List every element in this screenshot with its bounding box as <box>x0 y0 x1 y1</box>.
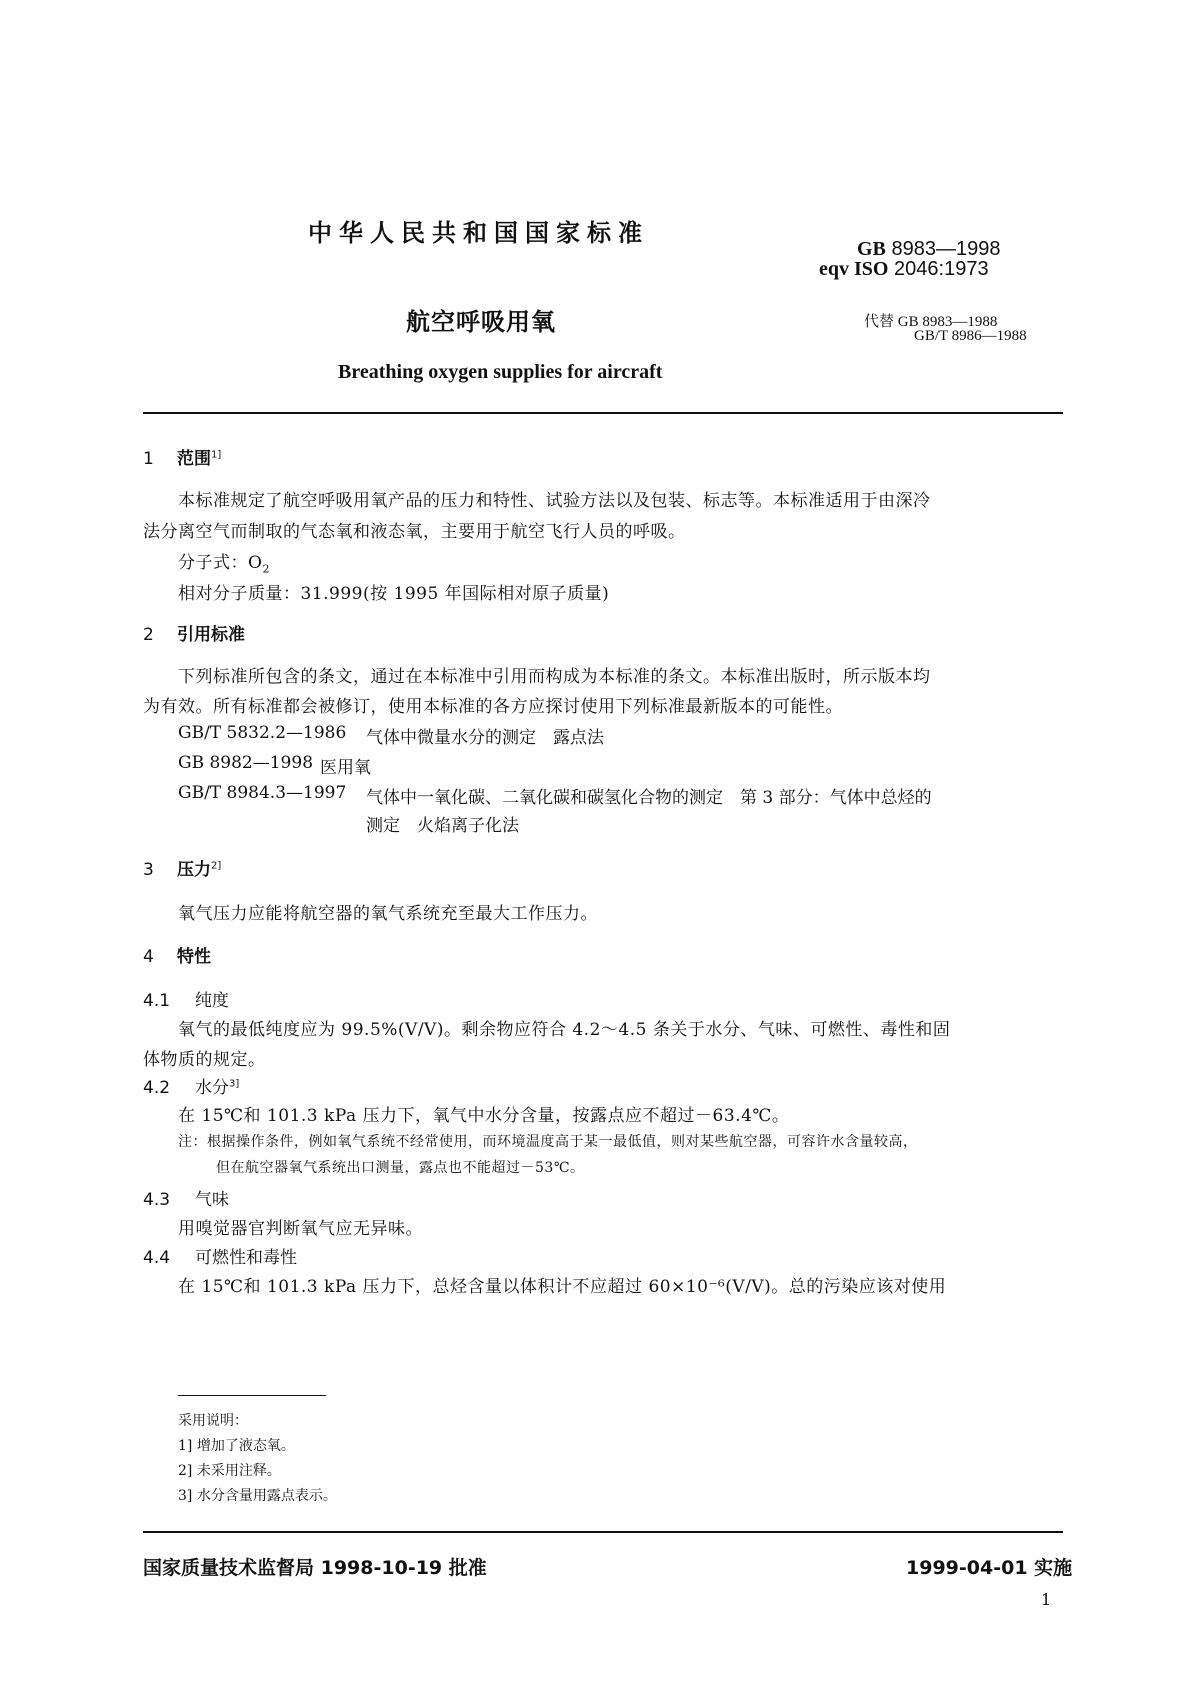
equivalent-prefix: eqv ISO <box>819 258 889 280</box>
footnote-ref: 1] <box>211 449 222 461</box>
reference-description-continued: 测定 火焰离子化法 <box>366 816 519 836</box>
standard-number-value: 8983—1998 <box>891 238 1001 260</box>
footer-divider <box>143 1531 1063 1533</box>
standard-prefix: GB <box>857 238 886 260</box>
footnote-item: 3] 水分含量用露点表示。 <box>178 1488 337 1504</box>
flammability-paragraph: 在 15℃和 101.3 kPa 压力下，总烃含量以体积计不应超过 60×10⁻⁶(V/V)。总的污染应该对使用 <box>178 1277 947 1297</box>
reference-description: 气体中微量水分的测定 露点法 <box>366 728 604 748</box>
approval-line: 国家质量技术监督局 1998-10-19 批准 <box>143 1557 487 1579</box>
subsection-number: 4.3 <box>143 1190 171 1210</box>
subsection-title: 可燃性和毒性 <box>195 1248 297 1268</box>
section-title: 特性 <box>177 947 211 967</box>
section-1-paragraph-line-1: 本标准规定了航空呼吸用氧产品的压力和特性、试验方法以及包装、标志等。本标准适用于由深冷 <box>178 491 931 511</box>
formula-label: 分子式：O <box>178 553 263 573</box>
reference-description: 医用氧 <box>320 758 371 778</box>
section-2-paragraph-line-2: 为有效。所有标准都会被修订，使用本标准的各方应探讨使用下列标准最新版本的可能性。 <box>143 697 843 717</box>
footnote-item: 1] 增加了液态氧。 <box>178 1438 295 1454</box>
footnote-heading: 采用说明： <box>178 1413 248 1429</box>
document-title: 航空呼吸用氧 <box>406 308 556 336</box>
subsection-title: 水分 <box>195 1078 229 1098</box>
section-2-heading <box>143 620 245 645</box>
replaces-line-2: GB/T 8986—1988 <box>914 328 1027 344</box>
subsection-4-4-heading <box>143 1243 297 1268</box>
section-title: 引用标准 <box>177 625 245 645</box>
moisture-paragraph: 在 15℃和 101.3 kPa 压力下，氧气中水分含量，按露点应不超过－63.4℃。 <box>178 1106 790 1126</box>
footnote-item: 2] 未采用注释。 <box>178 1463 281 1479</box>
odour-paragraph: 用嗅觉器官判断氧气应无异味。 <box>178 1219 423 1239</box>
subsection-title: 纯度 <box>195 991 229 1011</box>
section-2-paragraph-line-1: 下列标准所包含的条文，通过在本标准中引用而构成为本标准的条文。本标准出版时，所示版本均 <box>178 667 931 687</box>
section-title: 范围 <box>177 449 211 469</box>
moisture-note-line-1: 注：根据操作条件，例如氧气系统不经常使用，而环境温度高于某一最低值，则对某些航空器，可容许水含量较高， <box>178 1134 918 1150</box>
subsection-number: 4.2 <box>143 1078 171 1098</box>
subsection-4-1-heading <box>143 986 229 1011</box>
section-1-paragraph-line-2: 法分离空气而制取的气态氧和液态氧，主要用于航空飞行人员的呼吸。 <box>143 522 686 542</box>
purity-paragraph-line-1: 氧气的最低纯度应为 99.5%(V/V)。剩余物应符合 4.2～4.5 条关于水分、气味、可燃性、毒性和固 <box>178 1020 951 1040</box>
footnote-ref: 3] <box>229 1078 240 1090</box>
subsection-4-3-heading <box>143 1185 229 1210</box>
document-title-english: Breathing oxygen supplies for aircraft <box>338 361 663 383</box>
reference-description: 气体中一氧化碳、二氧化碳和碳氢化合物的测定 第 3 部分：气体中总烃的 <box>366 788 932 808</box>
molecular-mass: 相对分子质量：31.999(按 1995 年国际相对原子质量) <box>178 584 610 604</box>
equivalent-number: 2046:1973 <box>894 258 989 280</box>
reference-code: GB/T 5832.2—1986 <box>178 723 347 743</box>
replaces-line-1: 代替 GB 8983—1988 <box>864 314 998 330</box>
national-standard-title: 中华人民共和国国家标准 <box>308 219 649 247</box>
effective-date: 1999-04-01 实施 <box>906 1557 1073 1579</box>
section-4-heading <box>143 942 211 967</box>
reference-code: GB 8982—1998 <box>178 753 314 773</box>
subsection-number: 4.4 <box>143 1248 171 1268</box>
footnote-divider <box>178 1395 326 1396</box>
moisture-note-line-2: 但在航空器氧气系统出口测量，露点也不能超过－53℃。 <box>216 1160 585 1176</box>
section-title: 压力 <box>177 860 211 880</box>
section-1-heading <box>143 444 221 469</box>
formula-subscript: 2 <box>262 562 270 576</box>
equivalent-standard <box>819 258 989 281</box>
reference-code: GB/T 8984.3—1997 <box>178 783 347 803</box>
section-3-paragraph: 氧气压力应能将航空器的氧气系统充至最大工作压力。 <box>178 904 598 924</box>
section-number: 2 <box>143 625 154 645</box>
section-number: 3 <box>143 860 154 880</box>
page-number: 1 <box>1041 1590 1052 1609</box>
subsection-number: 4.1 <box>143 991 171 1011</box>
subsection-4-2-heading <box>143 1073 239 1098</box>
section-number: 1 <box>143 449 154 469</box>
section-number: 4 <box>143 947 154 967</box>
footnote-ref: 2] <box>211 860 222 872</box>
section-3-heading <box>143 855 221 880</box>
purity-paragraph-line-2: 体物质的规定。 <box>143 1050 266 1070</box>
subsection-title: 气味 <box>195 1190 229 1210</box>
header-divider <box>143 412 1063 414</box>
molecular-formula <box>178 548 270 575</box>
